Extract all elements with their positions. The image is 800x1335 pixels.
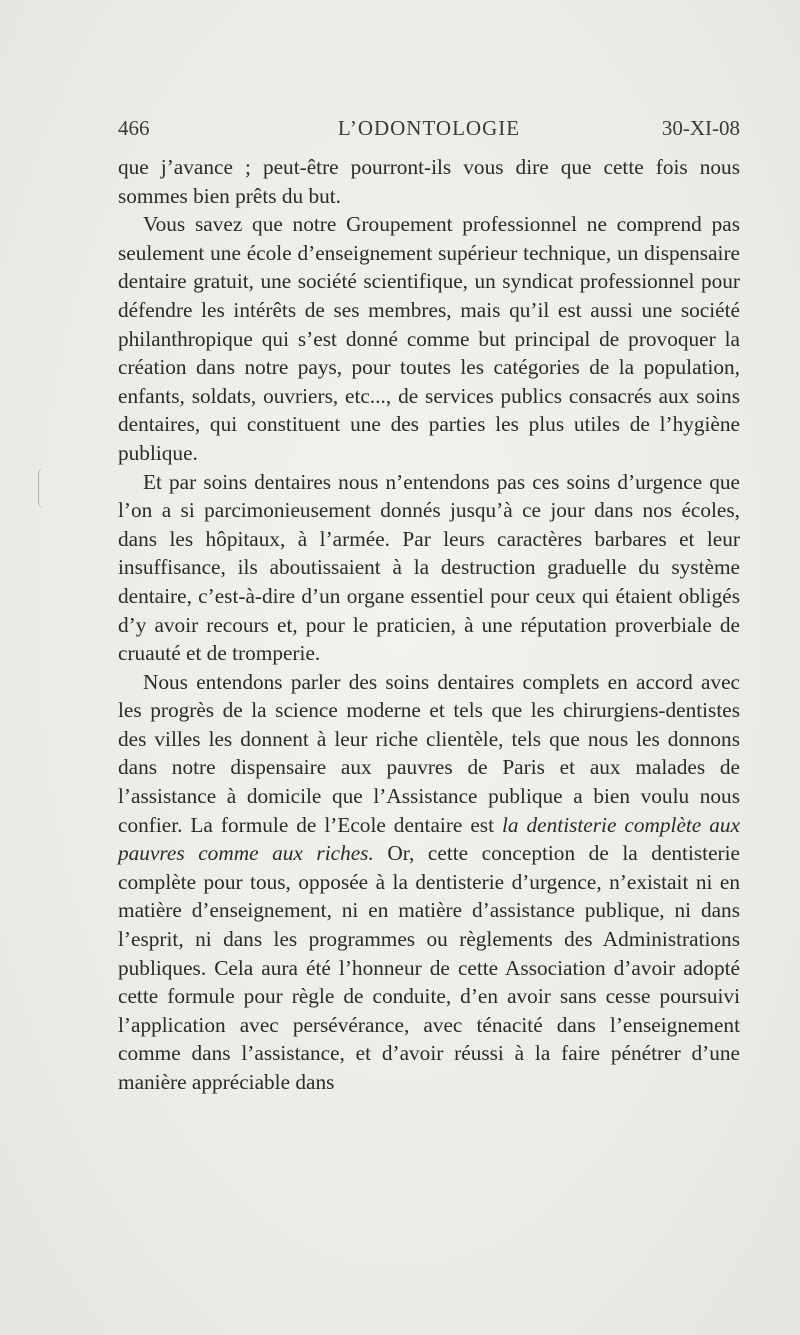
paragraph-3: Et par soins dentaires nous n’entendons pas ces soins d’urgence que l’on a si parcimonieusement donnés jusqu’à ce jour dans nos écoles, dans les hôpitaux, à l’armée. Par leurs caractères barbares et leur insuffisance, ils aboutissaient à la destruction graduelle du système dentaire, c’est-à-dire d’un organe essentiel pour ceux qui étaient obligés d’y avoir recours et, pour le praticien, à une réputation proverbiale de cruauté et de tromperie. <box>118 469 740 666</box>
paragraph-2: Vous savez que notre Groupement professionnel ne comprend pas seulement une école d’enseignement supérieur technique, un dispensaire dentaire gratuit, une société scientifique, un syndicat professionnel pour défendre les intérêts de ses membres, mais qu’il est aussi une société philanthropique qui s’est donné comme but principal de provoquer la création dans notre pays, pour toutes les catégories de la population, enfants, soldats, ouvriers, etc..., de services publics consacrés aux soins dentaires, qui constituent une des parties les plus utiles de l’hygiène publique. <box>118 212 740 465</box>
body-text <box>118 153 740 1097</box>
paragraph-1: que j’avance ; peut-être pourront-ils vous dire que cette fois nous sommes bien prêts du but. <box>118 155 740 208</box>
journal-title: L’ODONTOLOGIE <box>337 116 521 140</box>
paragraph-4 <box>118 668 740 1097</box>
paragraph-4-end: Or, cette conception de la dentisterie complète pour tous, opposée à la dentisterie d’urgence, n’existait ni en matière d’enseignement, ni en matière d’assistance publique, ni dans l’esprit, ni dans les programmes ou règlements des Administrations publiques. Cela aura été l’honneur de cette Association d’avoir adopté cette formule pour règle de conduite, d’en avoir sans cesse poursuivi l’application avec persévérance, avec ténacité dans l’enseignement comme dans l’assistance, et d’avoir réussi à la faire pénétrer d’une manière appréciable dans <box>118 841 741 1094</box>
paragraph-4-start: Nous entendons parler des soins dentaires complets en accord avec les progrès de la science moderne et tels que les chirurgiens-dentistes des villes les donnent à leur riche clientèle, tels que nous les donnons dans notre dispensaire aux pauvres de Paris et aux malades de l’assistance à domicile que l’Assistance publique a bien voulu nous confier. La formule de l’Ecole dentaire est <box>118 669 740 837</box>
paragraph-4-italic-formula: la dentisterie complète aux pauvres comme aux riches. <box>118 812 740 866</box>
page-number: 466 <box>118 116 150 140</box>
margin-mark <box>38 468 45 508</box>
issue-date: 30-XI-08 <box>661 116 740 140</box>
running-header <box>118 116 740 144</box>
